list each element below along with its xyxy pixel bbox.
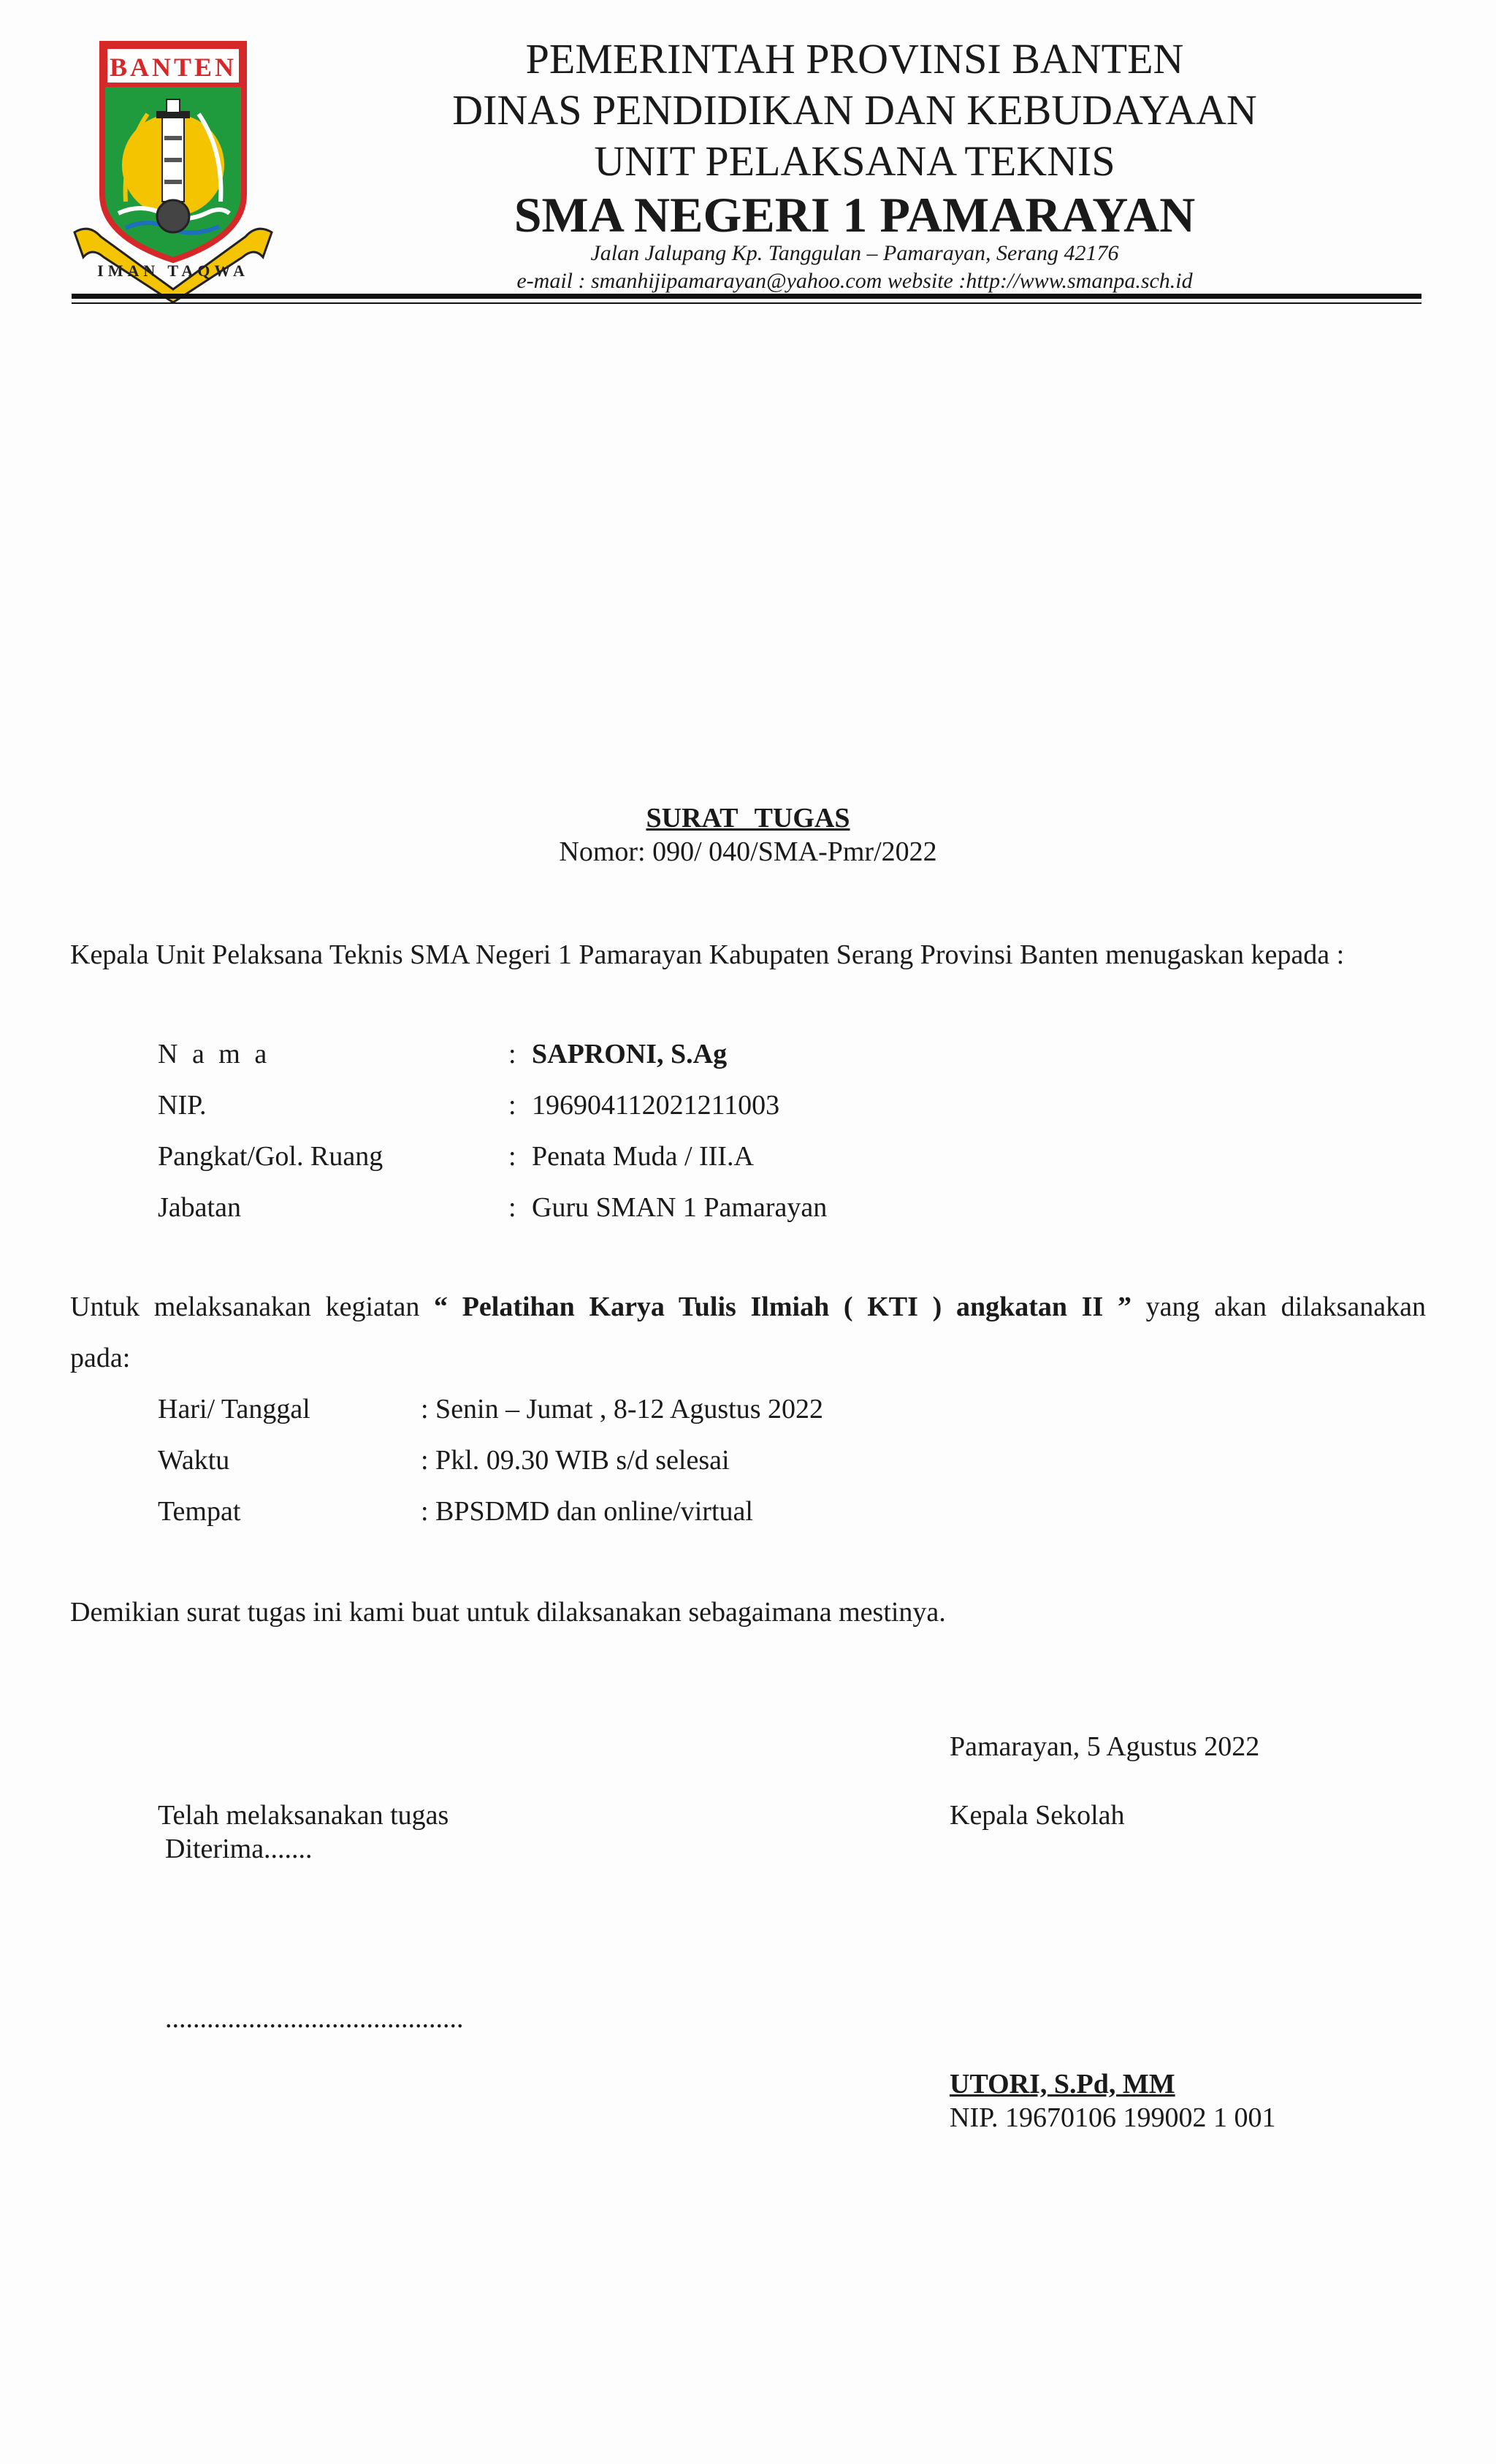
colon: : [508, 1039, 516, 1069]
schedule-date-value: : Senin – Jumat , 8-12 Agustus 2022 [421, 1394, 824, 1424]
province-emblem-logo [67, 41, 279, 305]
letter-number: Nomor: 090/ 040/SMA-Pmr/2022 [559, 836, 937, 867]
emblem-bottom-text: IMAN TAQWA [97, 262, 249, 280]
letterhead-divider-thick [72, 294, 1421, 299]
letterhead-divider-thin [72, 302, 1421, 304]
schedule-time-value: : Pkl. 09.30 WIB s/d selesai [421, 1445, 730, 1476]
letterhead-unit: UNIT PELAKSANA TEKNIS [594, 137, 1115, 185]
activity-name: “ Pelatihan Karya Tulis Ilmiah ( KTI ) angkatan II ” [434, 1292, 1131, 1322]
letterhead-address: Jalan Jalupang Kp. Tanggulan – Pamarayan, Serang 42176 [590, 241, 1119, 265]
schedule-place-label: Tempat [158, 1496, 241, 1527]
letter-title: SURAT TUGAS [646, 803, 850, 834]
schedule-place-value: : BPSDMD dan online/virtual [421, 1496, 753, 1527]
purpose-prefix: Untuk melaksanakan kegiatan [70, 1292, 420, 1322]
signatory-nip: NIP. 19670106 199002 1 001 [950, 2102, 1276, 2133]
purpose-continuation: pada: [70, 1343, 131, 1373]
assignee-nip-value: 196904112021211003 [532, 1090, 780, 1121]
colon: : [508, 1192, 516, 1223]
schedule-time-label: Waktu [158, 1445, 230, 1476]
assignee-position-value: Guru SMAN 1 Pamarayan [532, 1192, 828, 1223]
colon: : [508, 1090, 516, 1121]
signature-place-date: Pamarayan, 5 Agustus 2022 [950, 1731, 1260, 1762]
letterhead-contact: e-mail : smanhijipamarayan@yahoo.com website :http://www.smanpa.sch.id [516, 269, 1193, 293]
assignee-position-label: Jabatan [158, 1192, 241, 1223]
assignee-rank-label: Pangkat/Gol. Ruang [158, 1141, 383, 1172]
letterhead-department: DINAS PENDIDIKAN DAN KEBUDAYAAN [452, 86, 1257, 134]
assignee-name-label: N a m a [158, 1039, 271, 1069]
letterhead-government: PEMERINTAH PROVINSI BANTEN [525, 35, 1184, 83]
received-label: Diterima....... [165, 1834, 313, 1864]
assignee-rank-value: Penata Muda / III.A [532, 1141, 754, 1172]
letter-closing: Demikian surat tugas ini kami buat untuk dilaksanakan sebagaimana mestinya. [70, 1597, 946, 1628]
emblem-top-text: BANTEN [109, 53, 237, 82]
receiver-signature-line: ........................................... [165, 2003, 464, 2034]
signature-position: Kepala Sekolah [950, 1800, 1125, 1831]
banten-emblem-icon [67, 41, 279, 305]
task-done-label: Telah melaksanakan tugas [158, 1800, 449, 1831]
letterhead-school-name: SMA NEGERI 1 PAMARAYAN [514, 187, 1196, 243]
signatory-name: UTORI, S.Pd, MM [950, 2069, 1175, 2099]
assignee-name-value: SAPRONI, S.Ag [532, 1039, 728, 1069]
purpose-suffix: yang akan dilaksanakan [1145, 1292, 1426, 1322]
colon: : [508, 1141, 516, 1172]
assignee-nip-label: NIP. [158, 1090, 207, 1121]
schedule-date-label: Hari/ Tanggal [158, 1394, 310, 1424]
assignment-purpose [70, 1293, 1426, 1321]
letter-intro: Kepala Unit Pelaksana Teknis SMA Negeri 1 Pamarayan Kabupaten Serang Provinsi Banten menugaskan kepada : [70, 939, 1345, 970]
